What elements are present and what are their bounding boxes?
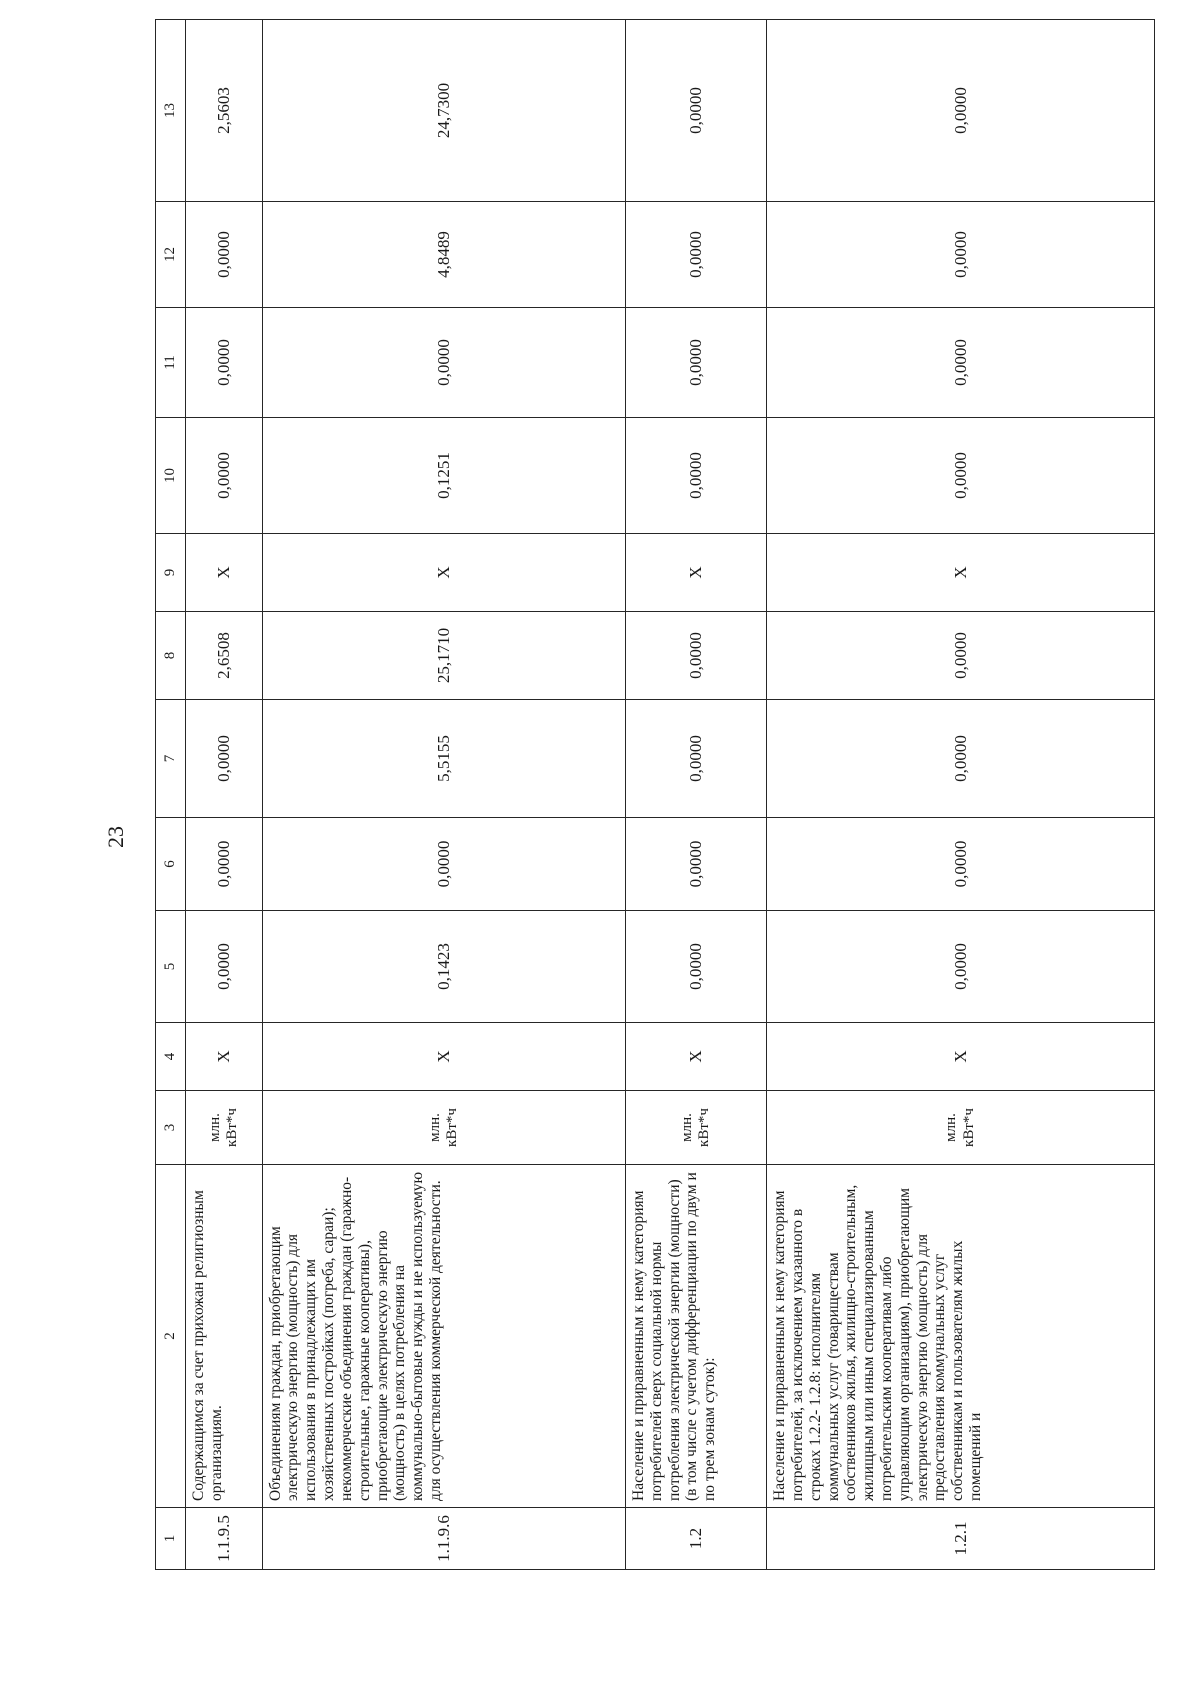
row-code: 1.2 <box>626 1508 767 1570</box>
value-cell: X <box>262 534 625 612</box>
value-cell: 0,0000 <box>186 818 263 911</box>
row-unit: млн. кВт*ч <box>626 1091 767 1165</box>
table-row <box>767 20 1155 1570</box>
header-cell: 5 <box>156 911 186 1023</box>
value-cell: 0,0000 <box>767 700 1155 818</box>
header-cell: 7 <box>156 700 186 818</box>
header-cell: 8 <box>156 612 186 700</box>
value-cell: X <box>767 1023 1155 1091</box>
tariff-table <box>155 19 1155 1570</box>
value-cell: 0,0000 <box>626 418 767 534</box>
value-cell: 0,0000 <box>767 308 1155 418</box>
value-cell: 2,6508 <box>186 612 263 700</box>
row-unit: млн. кВт*ч <box>186 1091 263 1165</box>
value-cell: 0,1423 <box>262 911 625 1023</box>
value-cell: 0,0000 <box>186 418 263 534</box>
value-cell: 0,0000 <box>767 202 1155 308</box>
table-row <box>186 20 263 1570</box>
table-header-row <box>156 20 186 1570</box>
value-cell: 0,0000 <box>262 308 625 418</box>
value-cell: 0,0000 <box>186 911 263 1023</box>
header-cell: 11 <box>156 308 186 418</box>
value-cell: 0,0000 <box>626 202 767 308</box>
value-cell: 25,1710 <box>262 612 625 700</box>
value-cell: X <box>626 534 767 612</box>
row-unit: млн. кВт*ч <box>767 1091 1155 1165</box>
row-description: Население и приравненным к нему категориям потребителей сверх социальной нормы потребления электрической энергии (мощности) (в том числе с учетом дифференциации по двум и по трем зонам суток): <box>626 1165 767 1508</box>
value-cell: 2,5603 <box>186 20 263 202</box>
header-cell: 3 <box>156 1091 186 1165</box>
rotated-table-container <box>155 20 1155 1570</box>
value-cell: X <box>767 534 1155 612</box>
table-row <box>262 20 625 1570</box>
value-cell: 0,0000 <box>767 612 1155 700</box>
value-cell: 0,0000 <box>186 202 263 308</box>
value-cell: 0,0000 <box>262 818 625 911</box>
header-cell: 4 <box>156 1023 186 1091</box>
value-cell: 0,0000 <box>626 612 767 700</box>
row-description: Объединениям граждан, приобретающим электрическую энергию (мощность) для использования в принадлежащих им хозяйственных постройках (погреба, сараи); некоммерческие объединения граждан (гаражно-строительные, гаражные кооперативы), приобретающие электрическую энергию (мощность) в целях потребления на коммунально-бытовые нужды и не используемую для осуществления коммерческой деятельности. <box>262 1165 625 1508</box>
value-cell: 4,8489 <box>262 202 625 308</box>
value-cell: 0,0000 <box>767 818 1155 911</box>
value-cell: 0,0000 <box>767 911 1155 1023</box>
value-cell: 0,1251 <box>262 418 625 534</box>
header-cell: 13 <box>156 20 186 202</box>
value-cell: X <box>262 1023 625 1091</box>
value-cell: 0,0000 <box>767 20 1155 202</box>
value-cell: X <box>626 1023 767 1091</box>
value-cell: 5,5155 <box>262 700 625 818</box>
header-cell: 12 <box>156 202 186 308</box>
value-cell: 0,0000 <box>626 911 767 1023</box>
value-cell: 0,0000 <box>626 700 767 818</box>
row-code: 1.2.1 <box>767 1508 1155 1570</box>
value-cell: X <box>186 1023 263 1091</box>
value-cell: 0,0000 <box>767 418 1155 534</box>
row-unit: млн. кВт*ч <box>262 1091 625 1165</box>
value-cell: 0,0000 <box>186 700 263 818</box>
value-cell: X <box>186 534 263 612</box>
header-cell: 6 <box>156 818 186 911</box>
row-code: 1.1.9.5 <box>186 1508 263 1570</box>
header-cell: 1 <box>156 1508 186 1570</box>
header-cell: 10 <box>156 418 186 534</box>
header-cell: 2 <box>156 1165 186 1508</box>
row-description: Содержащимся за счет прихожан религиозным организациям. <box>186 1165 263 1508</box>
page-number: 23 <box>103 826 128 848</box>
table-row <box>626 20 767 1570</box>
header-cell: 9 <box>156 534 186 612</box>
value-cell: 0,0000 <box>626 818 767 911</box>
value-cell: 0,0000 <box>626 308 767 418</box>
value-cell: 0,0000 <box>626 20 767 202</box>
value-cell: 24,7300 <box>262 20 625 202</box>
value-cell: 0,0000 <box>186 308 263 418</box>
row-description: Население и приравненным к нему категориям потребителей, за исключением указанного в строках 1.2.2- 1.2.8: исполнителям коммунальных услуг (товариществам собственников жилья, жилищно-строительным, жилищным или иным специализированным потребительским кооперативам либо управляющим организациям), приобретающим электрическую энергию (мощность) для предоставления коммунальных услуг собственникам и пользователям жилых помещений и <box>767 1165 1155 1508</box>
row-code: 1.1.9.6 <box>262 1508 625 1570</box>
